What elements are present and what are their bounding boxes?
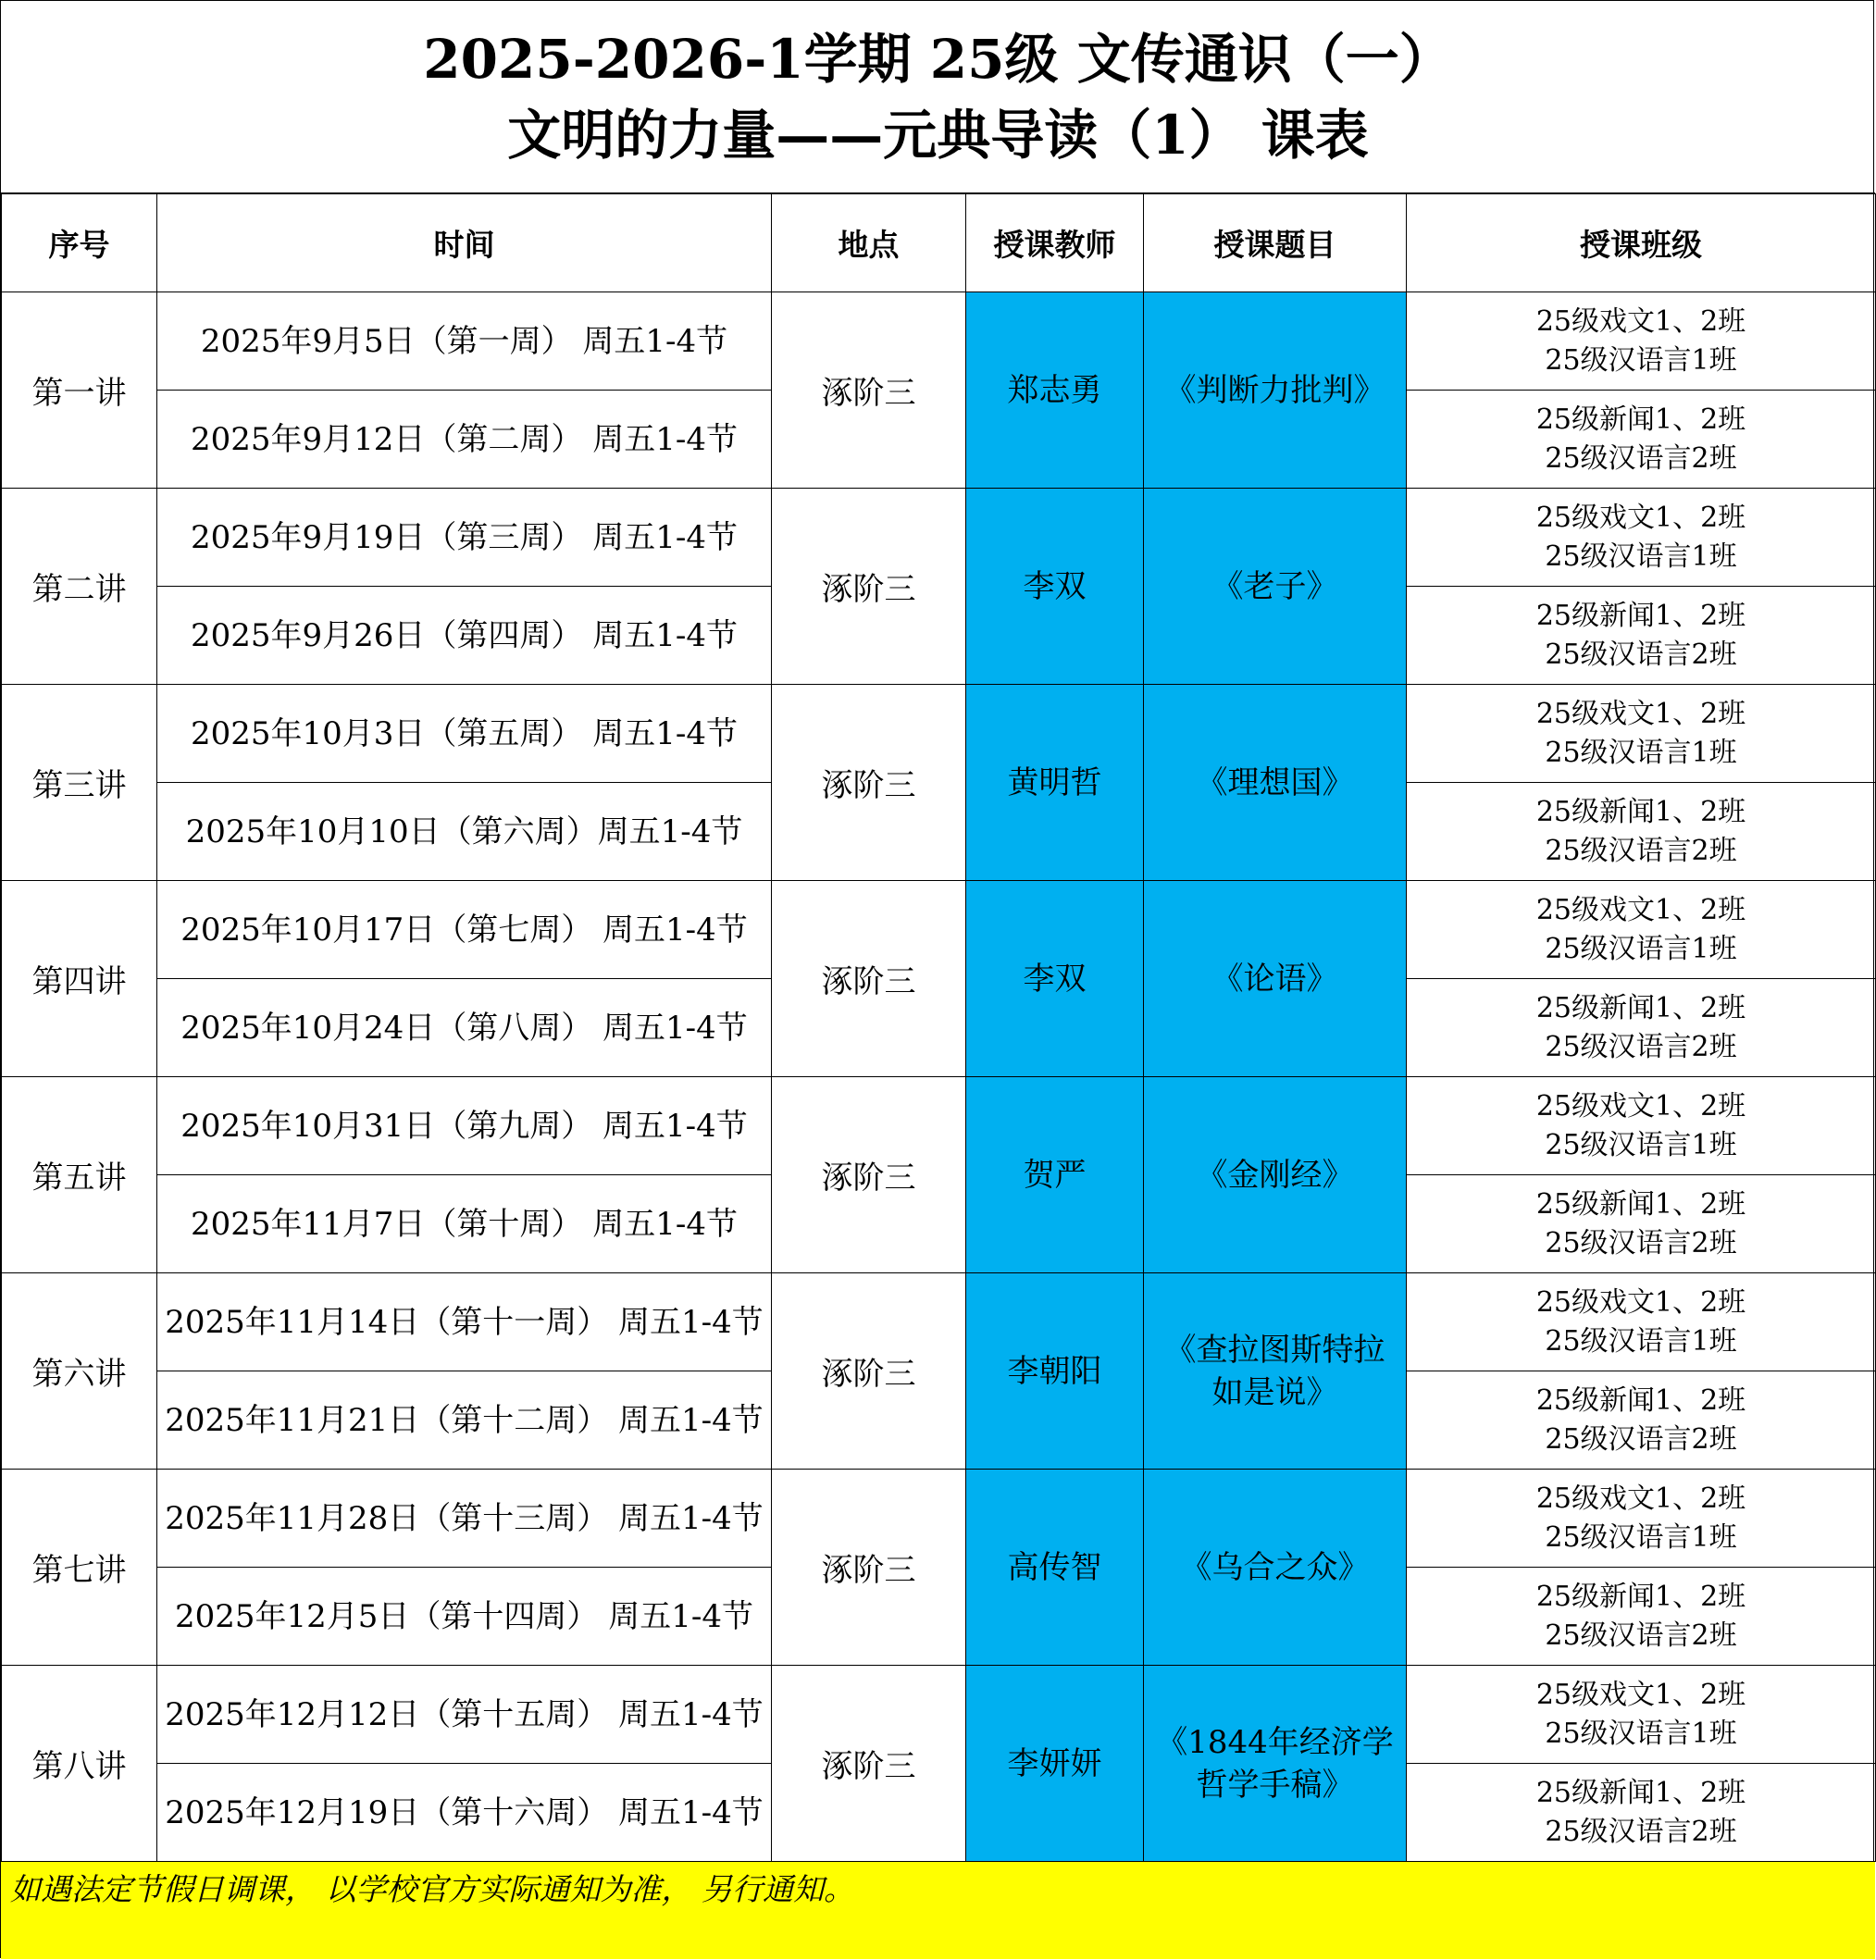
lecture-time: 2025年10月17日（第七周） 周五1-4节 <box>157 881 772 979</box>
lecture-topic: 《论语》 <box>1144 881 1407 1077</box>
table-row <box>2 489 1876 587</box>
header-class: 授课班级 <box>1407 194 1876 292</box>
lecture-teacher: 黄明哲 <box>966 685 1144 881</box>
lecture-seq: 第五讲 <box>2 1077 157 1273</box>
header-time: 时间 <box>157 194 772 292</box>
lecture-time: 2025年12月19日（第十六周） 周五1-4节 <box>157 1764 772 1862</box>
lecture-class: 25级戏文1、2班 25级汉语言1班 <box>1407 292 1876 391</box>
lecture-teacher: 郑志勇 <box>966 292 1144 489</box>
table-row <box>2 1666 1876 1764</box>
header-row <box>2 194 1876 292</box>
lecture-class: 25级戏文1、2班 25级汉语言1班 <box>1407 489 1876 587</box>
lecture-time: 2025年10月24日（第八周） 周五1-4节 <box>157 979 772 1077</box>
lecture-place: 涿阶三 <box>772 1470 966 1666</box>
lecture-teacher: 贺严 <box>966 1077 1144 1273</box>
lecture-teacher: 李朝阳 <box>966 1273 1144 1470</box>
header-topic: 授课题目 <box>1144 194 1407 292</box>
lecture-class: 25级新闻1、2班 25级汉语言2班 <box>1407 783 1876 881</box>
lecture-place: 涿阶三 <box>772 489 966 685</box>
lecture-topic: 《1844年经济学哲学手稿》 <box>1144 1666 1407 1862</box>
lecture-class: 25级戏文1、2班 25级汉语言1班 <box>1407 1470 1876 1568</box>
lecture-topic: 《判断力批判》 <box>1144 292 1407 489</box>
lecture-time: 2025年11月21日（第十二周） 周五1-4节 <box>157 1371 772 1470</box>
lecture-time: 2025年10月31日（第九周） 周五1-4节 <box>157 1077 772 1175</box>
title-line-2: 文明的力量——元典导读（1） 课表 <box>507 103 1369 167</box>
lecture-time: 2025年12月5日（第十四周） 周五1-4节 <box>157 1568 772 1666</box>
lecture-seq: 第六讲 <box>2 1273 157 1470</box>
lecture-time: 2025年11月28日（第十三周） 周五1-4节 <box>157 1470 772 1568</box>
lecture-time: 2025年12月12日（第十五周） 周五1-4节 <box>157 1666 772 1764</box>
header-seq: 序号 <box>2 194 157 292</box>
lecture-time: 2025年9月19日（第三周） 周五1-4节 <box>157 489 772 587</box>
lecture-place: 涿阶三 <box>772 881 966 1077</box>
lecture-class: 25级新闻1、2班 25级汉语言2班 <box>1407 1568 1876 1666</box>
lecture-teacher: 高传智 <box>966 1470 1144 1666</box>
lecture-time: 2025年11月7日（第十周） 周五1-4节 <box>157 1175 772 1273</box>
lecture-seq: 第七讲 <box>2 1470 157 1666</box>
schedule-table <box>1 193 1876 1862</box>
holiday-note: 如遇法定节假日调课， 以学校官方实际通知为准， 另行通知。 <box>1 1861 1875 1959</box>
lecture-time: 2025年9月12日（第二周） 周五1-4节 <box>157 391 772 489</box>
lecture-topic: 《乌合之众》 <box>1144 1470 1407 1666</box>
table-row <box>2 1077 1876 1175</box>
lecture-place: 涿阶三 <box>772 1273 966 1470</box>
lecture-teacher: 李双 <box>966 881 1144 1077</box>
table-row <box>2 881 1876 979</box>
lecture-class: 25级新闻1、2班 25级汉语言2班 <box>1407 1764 1876 1862</box>
lecture-class: 25级戏文1、2班 25级汉语言1班 <box>1407 1273 1876 1371</box>
lecture-seq: 第一讲 <box>2 292 157 489</box>
lecture-time: 2025年11月14日（第十一周） 周五1-4节 <box>157 1273 772 1371</box>
lecture-topic: 《查拉图斯特拉如是说》 <box>1144 1273 1407 1470</box>
header-teacher: 授课教师 <box>966 194 1144 292</box>
lecture-class: 25级新闻1、2班 25级汉语言2班 <box>1407 587 1876 685</box>
lecture-class: 25级新闻1、2班 25级汉语言2班 <box>1407 979 1876 1077</box>
lecture-class: 25级戏文1、2班 25级汉语言1班 <box>1407 1077 1876 1175</box>
lecture-seq: 第八讲 <box>2 1666 157 1862</box>
lecture-seq: 第二讲 <box>2 489 157 685</box>
lecture-time: 2025年10月3日（第五周） 周五1-4节 <box>157 685 772 783</box>
header-place: 地点 <box>772 194 966 292</box>
lecture-time: 2025年10月10日（第六周）周五1-4节 <box>157 783 772 881</box>
lecture-class: 25级戏文1、2班 25级汉语言1班 <box>1407 685 1876 783</box>
table-row <box>2 292 1876 391</box>
lecture-topic: 《老子》 <box>1144 489 1407 685</box>
lecture-topic: 《理想国》 <box>1144 685 1407 881</box>
page-title <box>1 1 1875 193</box>
lecture-class: 25级新闻1、2班 25级汉语言2班 <box>1407 391 1876 489</box>
lecture-class: 25级新闻1、2班 25级汉语言2班 <box>1407 1371 1876 1470</box>
lecture-teacher: 李妍妍 <box>966 1666 1144 1862</box>
lecture-seq: 第三讲 <box>2 685 157 881</box>
title-line-1: 2025-2026-1学期 25级 文传通识（一） <box>423 27 1453 91</box>
table-row <box>2 1470 1876 1568</box>
lecture-place: 涿阶三 <box>772 685 966 881</box>
lecture-class: 25级戏文1、2班 25级汉语言1班 <box>1407 1666 1876 1764</box>
table-row <box>2 685 1876 783</box>
lecture-place: 涿阶三 <box>772 1077 966 1273</box>
lecture-teacher: 李双 <box>966 489 1144 685</box>
lecture-place: 涿阶三 <box>772 1666 966 1862</box>
lecture-place: 涿阶三 <box>772 292 966 489</box>
lecture-time: 2025年9月5日（第一周） 周五1-4节 <box>157 292 772 391</box>
table-row <box>2 1273 1876 1371</box>
lecture-topic: 《金刚经》 <box>1144 1077 1407 1273</box>
lecture-class: 25级戏文1、2班 25级汉语言1班 <box>1407 881 1876 979</box>
lecture-seq: 第四讲 <box>2 881 157 1077</box>
lecture-time: 2025年9月26日（第四周） 周五1-4节 <box>157 587 772 685</box>
lecture-class: 25级新闻1、2班 25级汉语言2班 <box>1407 1175 1876 1273</box>
